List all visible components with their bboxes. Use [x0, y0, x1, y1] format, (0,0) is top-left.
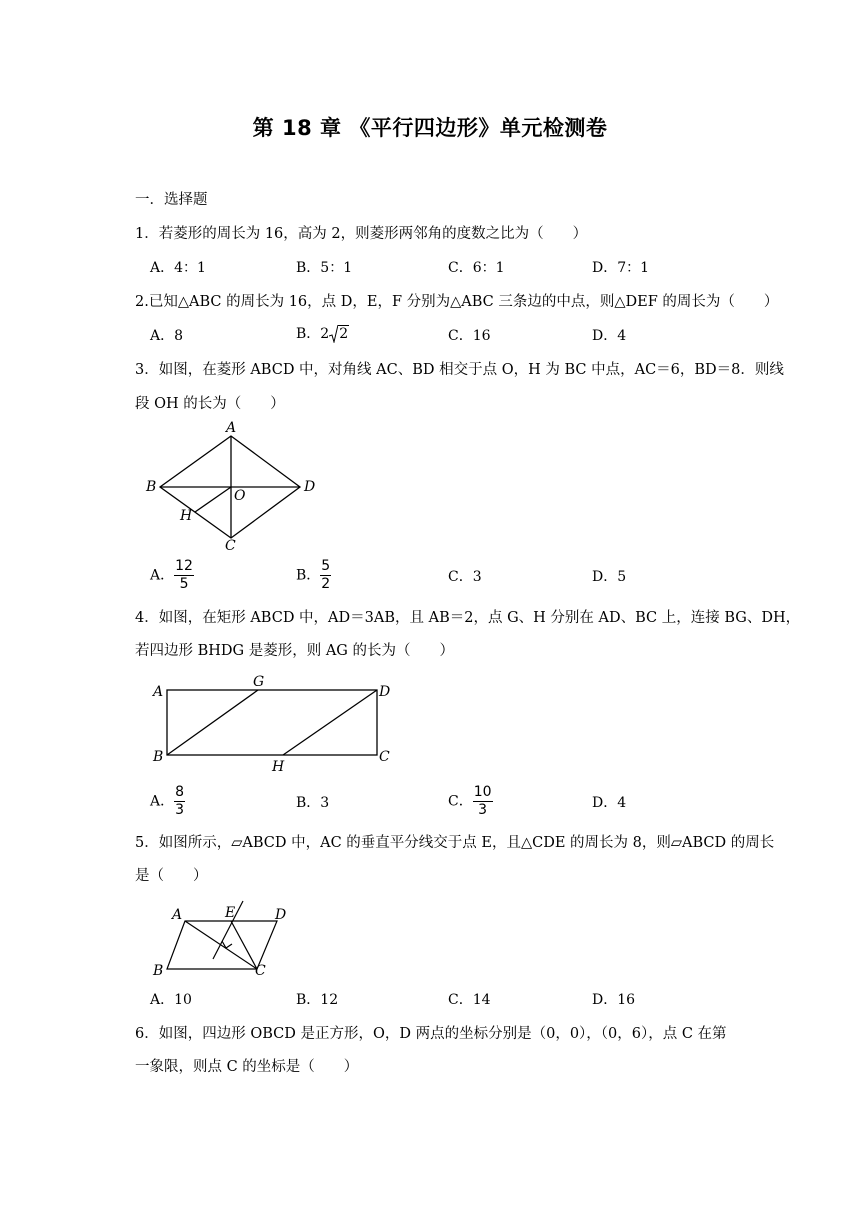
- question-4-text-line1: 4．如图，在矩形 ABCD 中，AD＝3AB，且 AB＝2，点 G、H 分别在 AD、BC 上，连接 BG、DH，: [135, 610, 801, 626]
- q2-option-b: [296, 324, 349, 344]
- label-c: C: [225, 538, 236, 553]
- page-title: 第 18 章 《平行四边形》单元检测卷: [252, 116, 608, 140]
- q1-option-d: D．7：1: [592, 260, 650, 276]
- label-g: G: [253, 674, 265, 690]
- label-d: D: [304, 479, 316, 495]
- q2-option-d: D．4: [592, 328, 627, 344]
- fraction-numerator: 8: [175, 784, 185, 800]
- question-1-text: 1．若菱形的周长为 16，高为 2，则菱形两邻角的度数之比为（ ）: [135, 226, 588, 242]
- label-a: A: [172, 907, 183, 923]
- q3-option-d: D．5: [592, 569, 627, 585]
- label-d: D: [275, 907, 287, 923]
- q2-option-b-radicand: 2: [339, 326, 349, 342]
- fraction-denominator: 3: [478, 802, 488, 818]
- label-d: D: [379, 684, 391, 700]
- q4-option-a-fraction: [174, 784, 185, 819]
- q3-option-b: [296, 558, 331, 593]
- section-heading: 一．选择题: [135, 192, 208, 208]
- label-b: B: [146, 479, 157, 495]
- q4-option-c-fraction: [473, 784, 493, 819]
- segment-bg: [167, 690, 258, 755]
- q3-option-c: C．3: [448, 569, 482, 585]
- fraction-numerator: 5: [321, 558, 331, 574]
- q5-option-b: B．12: [296, 992, 339, 1008]
- segment-dh: [283, 690, 377, 755]
- q2-option-c: C．16: [448, 328, 491, 344]
- q3-option-a: [150, 558, 194, 593]
- q3-option-b-fraction: [320, 558, 331, 593]
- question-6-text-line1: 6．如图，四边形 OBCD 是正方形，O，D 两点的坐标分别是（0，0），（0，6），点 C 在第: [135, 1026, 727, 1042]
- fraction-numerator: 12: [175, 558, 193, 574]
- q5-option-d: D．16: [592, 992, 636, 1008]
- label-a: A: [153, 684, 164, 700]
- q4-option-a: [150, 784, 185, 819]
- fraction-denominator: 2: [321, 576, 331, 592]
- q5-parallelogram-figure: [145, 897, 305, 983]
- diagonal-ac: [185, 921, 257, 969]
- q4-option-c: [448, 784, 493, 819]
- q4-option-b: B．3: [296, 795, 330, 811]
- q2-option-a: A．8: [150, 328, 184, 344]
- question-3-text-line2: 段 OH 的长为（ ）: [135, 396, 285, 412]
- label-h: H: [180, 508, 193, 524]
- segment-ec: [231, 921, 257, 969]
- label-b: B: [153, 963, 164, 979]
- rectangle-outline: [167, 690, 377, 755]
- q3-option-a-prefix: A．: [150, 567, 175, 584]
- segment-oh: [195, 487, 231, 512]
- q3-rhombus-figure: [140, 418, 330, 553]
- label-e: E: [225, 905, 236, 921]
- question-2-text: 2.已知△ABC 的周长为 16，点 D，E，F 分别为△ABC 三条边的中点，则△DEF 的周长为（ ）: [135, 294, 779, 310]
- q1-option-a: A．4：1: [150, 260, 206, 276]
- q4-option-c-prefix: C．: [448, 793, 473, 810]
- label-o: O: [234, 488, 246, 504]
- question-4-text-line2: 若四边形 BHDG 是菱形，则 AG 的长为（ ）: [135, 643, 454, 659]
- q5-option-c: C．14: [448, 992, 491, 1008]
- question-3-text-line1: 3．如图，在菱形 ABCD 中，对角线 AC、BD 相交于点 O，H 为 BC 中点，AC＝6，BD＝8．则线: [135, 362, 784, 378]
- q1-option-b: B．5：1: [296, 260, 353, 276]
- question-5-text-line1: 5．如图所示，▱ABCD 中，AC 的垂直平分线交于点 E，且△CDE 的周长为 8，则▱ABCD 的周长: [135, 835, 775, 851]
- q4-option-d: D．4: [592, 795, 627, 811]
- question-5-text-line2: 是（ ）: [135, 868, 208, 884]
- fraction-denominator: 5: [179, 576, 189, 592]
- label-c: C: [379, 749, 390, 765]
- q1-option-c: C．6：1: [448, 260, 505, 276]
- radical-sign-icon: [329, 325, 338, 343]
- q3-option-a-fraction: [174, 558, 194, 593]
- question-6-text-line2: 一象限，则点 C 的坐标是（ ）: [135, 1059, 359, 1075]
- label-b: B: [153, 749, 164, 765]
- label-a: A: [226, 420, 237, 436]
- fraction-numerator: 10: [473, 784, 492, 800]
- label-h: H: [272, 759, 285, 775]
- label-c: C: [255, 963, 266, 979]
- q2-option-b-prefix: B．2: [296, 326, 330, 342]
- q5-option-a: A．10: [150, 992, 192, 1008]
- sqrt-symbol: [329, 324, 349, 344]
- fraction-denominator: 3: [175, 802, 185, 818]
- q3-option-b-prefix: B．: [296, 567, 321, 584]
- q4-rectangle-figure: [145, 672, 405, 776]
- q4-option-a-prefix: A．: [150, 793, 175, 810]
